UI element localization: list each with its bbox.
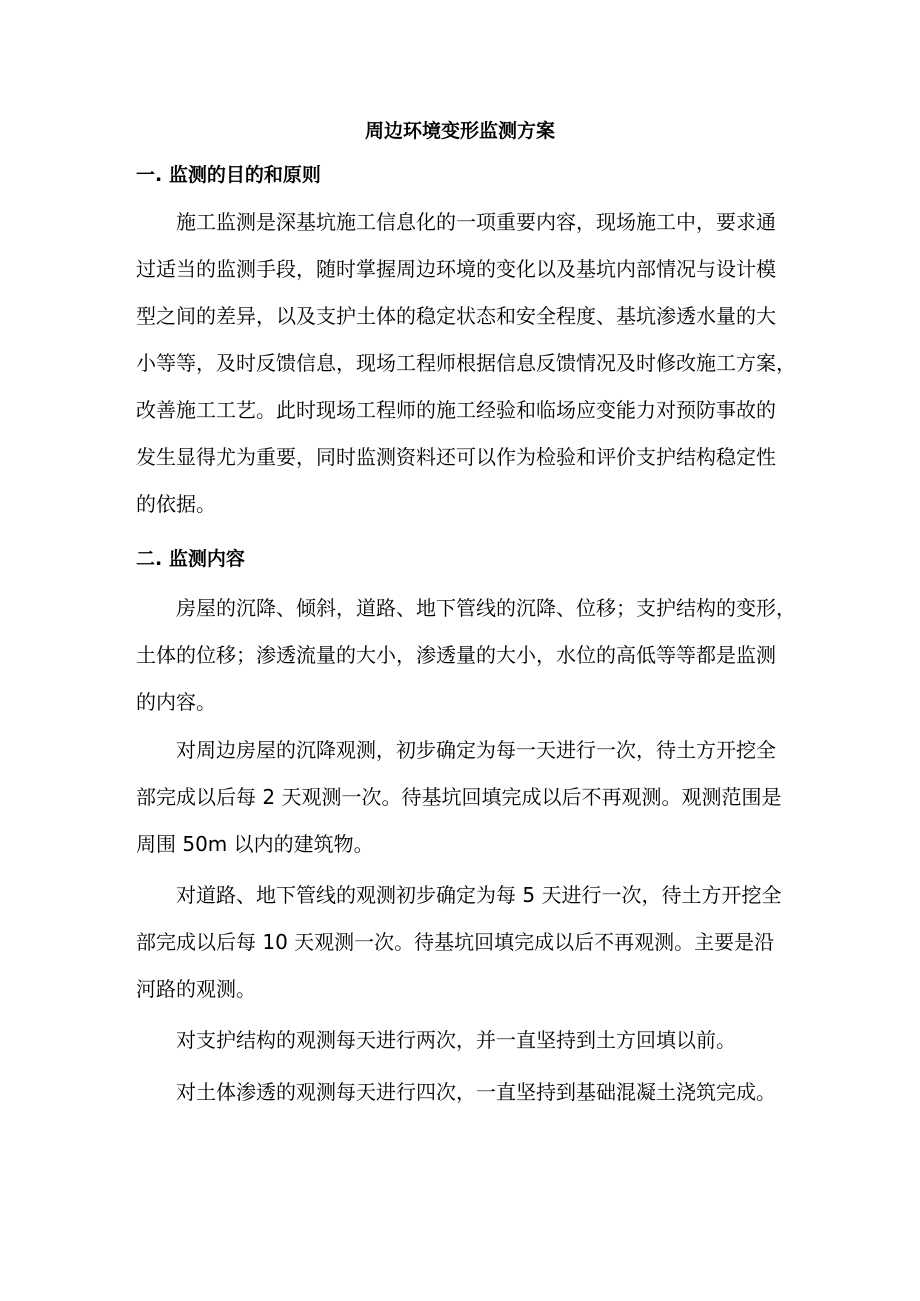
paragraph-road-pipeline	[136, 872, 796, 1013]
paragraph-line: 改善施工工艺。此时现场工程师的施工经验和临场应变能力对预防事故的	[136, 398, 776, 422]
paragraph-line: 部完成以后每 2 天观测一次。待基坑回填完成以后不再观测。观测范围是	[136, 785, 782, 809]
section-heading-content: 二. 监测内容	[136, 548, 245, 570]
paragraph-line: 周围 50m 以内的建筑物。	[136, 832, 374, 856]
paragraph-line: 的依据。	[136, 492, 216, 516]
paragraph-line: 房屋的沉降、倾斜，道路、地下管线的沉降、位移；支护结构的变形，	[176, 596, 796, 620]
paragraph-building-settlement	[136, 727, 796, 868]
paragraph-line: 对支护结构的观测每天进行两次，并一直坚持到土方回填以前。	[176, 1028, 736, 1052]
section-heading-purpose: 一. 监测的目的和原则	[136, 164, 321, 186]
paragraph-line: 的内容。	[136, 690, 216, 714]
paragraph-line: 施工监测是深基坑施工信息化的一项重要内容，现场施工中，要求通	[176, 210, 776, 234]
paragraph-line: 对土体渗透的观测每天进行四次，一直坚持到基础混凝土浇筑完成。	[176, 1080, 776, 1104]
paragraph-line: 型之间的差异，以及支护土体的稳定状态和安全程度、基坑渗透水量的大	[136, 304, 776, 328]
paragraph-line: 土体的位移；渗透流量的大小，渗透量的大小，水位的高低等等都是监测	[136, 643, 776, 667]
paragraph-line: 对周边房屋的沉降观测，初步确定为每一天进行一次，待土方开挖全	[176, 738, 776, 762]
paragraph-content-scope	[136, 585, 796, 726]
paragraph-support-structure	[136, 1017, 796, 1064]
paragraph-line: 过适当的监测手段，随时掌握周边环境的变化以及基坑内部情况与设计模	[136, 257, 776, 281]
paragraph-line: 对道路、地下管线的观测初步确定为每 5 天进行一次，待土方开挖全	[176, 883, 782, 907]
paragraph-line: 部完成以后每 10 天观测一次。待基坑回填完成以后不再观测。主要是沿	[136, 930, 775, 954]
paragraph-soil-seepage	[136, 1069, 796, 1116]
paragraph-purpose	[136, 199, 796, 528]
paragraph-line: 小等等，及时反馈信息，现场工程师根据信息反馈情况及时修改施工方案，	[136, 351, 796, 375]
paragraph-line: 河路的观测。	[136, 977, 256, 1001]
document-title: 周边环境变形监测方案	[364, 120, 555, 142]
paragraph-line: 发生显得尤为重要，同时监测资料还可以作为检验和评价支护结构稳定性	[136, 445, 776, 469]
